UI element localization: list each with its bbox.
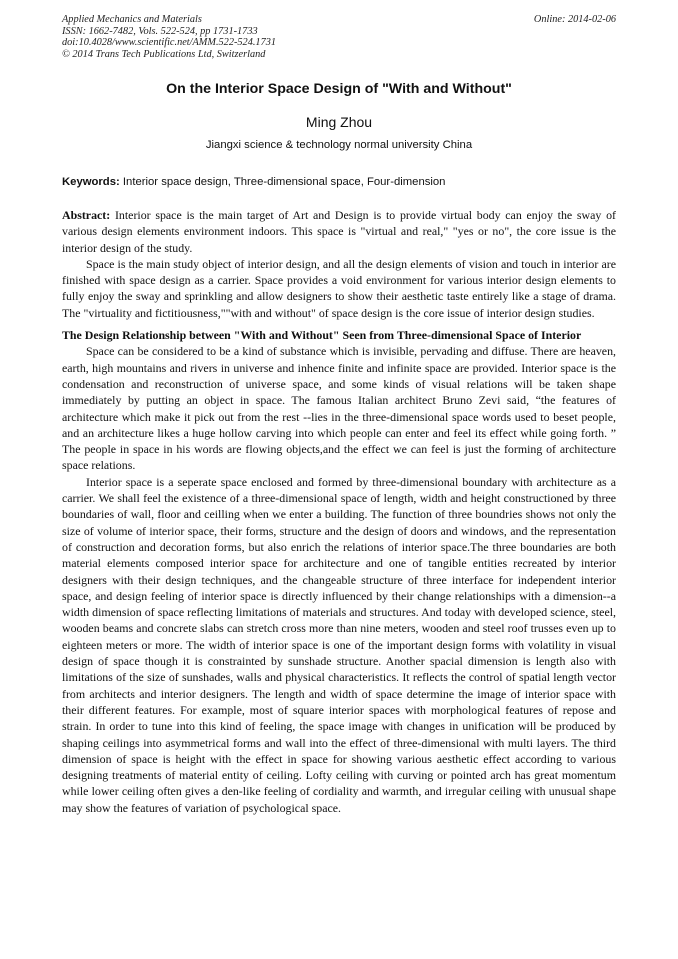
abstract-label: Abstract: <box>62 208 111 222</box>
online-date: Online: 2014-02-06 <box>533 14 616 25</box>
keywords-text: Interior space design, Three-dimensional space, Four-dimension <box>122 176 446 188</box>
journal-name: Applied Mechanics and Materials <box>62 14 202 25</box>
author-name: Ming Zhou <box>305 114 373 130</box>
author-affiliation: Jiangxi science & technology normal university China <box>205 139 473 151</box>
abstract-paragraph-1 <box>62 207 616 256</box>
issn-line: ISSN: 1662-7482, Vols. 522-524, pp 1731-1733 <box>62 25 258 37</box>
copyright-line: © 2014 Trans Tech Publications Ltd, Switzerland <box>62 48 266 60</box>
doi-line: doi:10.4028/www.scientific.net/AMM.522-524.1731 <box>62 37 277 49</box>
journal-metadata <box>62 14 276 60</box>
abstract-paragraph-2: Space is the main study object of interior design, and all the design elements of vision and touch in interior are finished with space design as a carrier. Space provides a void environment for various interior design elements to fully enjoy the sway and sprinkling and allow designers to show their aesthetic taste entirely like a stage of drama. The "virtuality and fictitiousness,""with and without" of space design is the core issue of interior design studies. <box>62 256 616 320</box>
section-paragraph-1: Space can be considered to be a kind of substance which is invisible, pervading and diffuse. There are heaven, earth, high mountains and rivers in universe and inhence finite and infinite space are provided. Interior space is the condensation and reconstruction of universe space, and some kinds of visual relations will be taken shape immediately by putting an object in space. The famous Italian architect Bruno Zevi said, “the features of architecture which make it pick out from the rest --lies in the three-dimensional space words used to beset people, and an architecture likes a huge hollow carving into which people can enter and feel its effect while going forth. ” The people in space in his words are flowing objects,and the effect we can feel is just the forming of architecture space relations. <box>62 344 616 473</box>
keywords-line <box>62 175 616 189</box>
section-heading: The Design Relationship between "With and Without" Seen from Three-dimensional Space of Interior <box>62 328 582 343</box>
section-paragraph-2: Interior space is a seperate space enclosed and formed by three-dimensional boundary with architecture as a carrier. We shall feel the existence of a three-dimensional space of length, width and height constructioned by three boundaries of wall, floor and ceilling when we enter a building. The function of three boundries shows not only the size of volume of interior space, their forms, structure and the design of doors and windows, and the representation of construction and decoration forms, but also enrich the relations of interior space.The three boundaries are both material elements composed interior space for architecture and one of tangible entities recreated by interior designers with their design techniques, and the changeable structure of three interface for independent interior space, and design feeling of interior space is directly influenced by their change relationships with a dimension--a width dimension of space reflecting limitations of materials and structures. And today with developed science, steel, wooden beams and concrete slabs can stretch cross more than nine meters, wooden and steel roof trusses even up to eighteen meters or more. The width of interior space is one of the important design forms with volatility in visual design of space though it is constrainted by sunshade structure. Another spacial dimension is length also with limitations of the size of sunshades, walls and physical characteristics. It reflects the control of spatial length vector from architects and interior designers. The length and width of space determine the image of interior space with their different features. For example, most of square interior spaces with morphological features of repose and strain. In order to tune into this kind of feeling, the space image with changes in unification will be produced by shaping ceilings into asymmetrical forms and wall into the effect of three-dimensional with multi layers. The third dimension of space is height with the effect in space for showing various aesthetic effect according to various designing treatments of material entity of ceiling. Lofty ceiling with curving or pointed arch has great momentum while lower ceiling often gives a den-like feeling of cordiality and warmth, and irregular ceiling with unusual shape may show the features of variation of psychological space. <box>62 474 616 815</box>
paper-title: On the Interior Space Design of "With and Without" <box>166 81 512 97</box>
keywords-label: Keywords: <box>62 176 120 188</box>
abstract-text-1: Interior space is the main target of Art and Design is to provide virtual body can enjoy the sway of various design elements environment indoors. This space is "virtual and real," "yes or no", the core issue is the interior design of the study. <box>62 208 616 255</box>
paper-body <box>62 207 616 816</box>
